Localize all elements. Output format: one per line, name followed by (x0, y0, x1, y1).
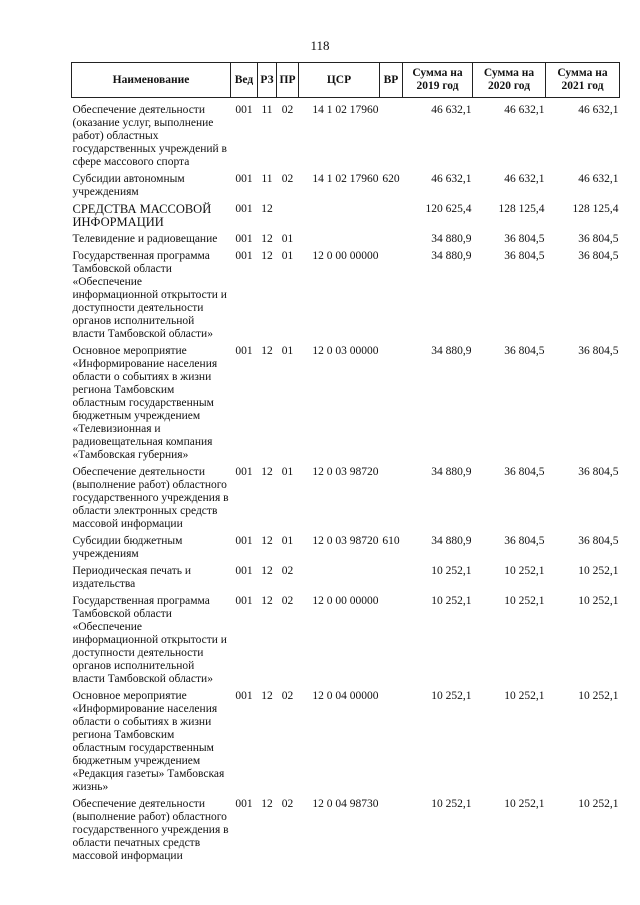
row-pr: 01 (281, 345, 294, 357)
row-pr: 01 (281, 250, 294, 262)
header-pr: ПР (277, 63, 299, 98)
row-csr (299, 233, 380, 250)
row-sum-2019: 10 252,1 (431, 798, 472, 810)
row-sum-2019: 10 252,1 (431, 565, 472, 577)
row-ved: 001 (235, 535, 253, 547)
row-ved: 001 (235, 345, 253, 357)
row-sum-2020: 46 632,1 (504, 173, 545, 185)
row-vr (380, 345, 403, 466)
row-csr: 12 0 03 00000 (312, 345, 379, 357)
row-vr (380, 233, 403, 250)
row-pr: 02 (281, 798, 294, 810)
row-sum-2021: 10 252,1 (578, 565, 619, 577)
row-ved: 001 (235, 203, 253, 215)
row-sum-2020: 36 804,5 (504, 466, 545, 478)
row-csr (299, 565, 380, 595)
row-csr: 14 1 02 17960 (312, 173, 379, 185)
row-sum-2021: 36 804,5 (578, 466, 619, 478)
row-sum-2021: 10 252,1 (578, 690, 619, 702)
header-rz: РЗ (258, 63, 277, 98)
row-ved: 001 (235, 595, 253, 607)
table-row (72, 173, 620, 203)
row-pr: 02 (281, 565, 294, 577)
row-vr: 620 (382, 173, 400, 185)
row-sum-2019: 10 252,1 (431, 595, 472, 607)
row-ved: 001 (235, 466, 253, 478)
row-sum-2021: 36 804,5 (578, 233, 619, 245)
page-number: 118 (310, 38, 330, 53)
row-sum-2019: 34 880,9 (431, 250, 472, 262)
row-ved: 001 (235, 104, 253, 116)
table-row (72, 203, 620, 233)
table-row (72, 595, 620, 690)
row-sum-2020: 36 804,5 (504, 535, 545, 547)
header-vr: ВР (380, 63, 403, 98)
row-pr: 02 (281, 173, 294, 185)
header-csr: ЦСР (299, 63, 380, 98)
row-sum-2019: 46 632,1 (431, 173, 472, 185)
row-rz: 12 (261, 565, 273, 577)
row-ved: 001 (235, 690, 253, 702)
row-sum-2020: 36 804,5 (504, 250, 545, 262)
header-name: Наименование (72, 63, 231, 98)
table-row (72, 466, 620, 535)
row-name: Обеспечение деятельности (выполнение работ) областного государственного учреждения в области печатных средств массовой информации (72, 798, 229, 862)
row-ved: 001 (235, 798, 253, 810)
row-sum-2020: 46 632,1 (504, 104, 545, 116)
row-rz: 12 (261, 535, 273, 547)
row-pr: 01 (281, 233, 294, 245)
row-csr (299, 203, 380, 233)
row-name: Государственная программа Тамбовской области «Обеспечение информационной открытости и доступности деятельности органов исполнительной власти Тамбовской области» (72, 595, 227, 685)
row-sum-2019: 10 252,1 (431, 690, 472, 702)
row-rz: 12 (261, 345, 273, 357)
table-row (72, 233, 620, 250)
table-row (72, 690, 620, 798)
row-rz: 12 (261, 466, 273, 478)
row-name: Субсидии автономным учреждениям (72, 173, 185, 198)
header-sum-2020: Сумма на 2020 год (473, 63, 546, 98)
row-pr (277, 203, 299, 233)
row-ved: 001 (235, 565, 253, 577)
row-name: Основное мероприятие «Информирование населения области о событиях в жизни региона Тамбовским областным государственным бюджетным учреждением «Редакция газеты» Тамбовская жизнь» (72, 690, 225, 793)
row-sum-2020: 10 252,1 (504, 798, 545, 810)
row-csr: 12 0 03 98720 (312, 535, 379, 547)
row-sum-2019: 120 625,4 (425, 203, 472, 215)
row-ved: 001 (235, 250, 253, 262)
row-rz: 12 (261, 250, 273, 262)
row-rz: 12 (261, 690, 273, 702)
row-sum-2020: 36 804,5 (504, 233, 545, 245)
row-vr (380, 690, 403, 798)
row-csr: 14 1 02 17960 (312, 104, 379, 116)
row-sum-2021: 128 125,4 (572, 203, 619, 215)
row-sum-2021: 46 632,1 (578, 104, 619, 116)
header-sum-2019: Сумма на 2019 год (403, 63, 473, 98)
table-header-row (72, 63, 620, 98)
row-sum-2019: 34 880,9 (431, 345, 472, 357)
row-rz: 11 (261, 104, 273, 116)
row-vr: 610 (382, 535, 400, 547)
row-vr (380, 203, 403, 233)
row-rz: 12 (261, 798, 273, 810)
row-vr (380, 98, 403, 174)
table-row (72, 345, 620, 466)
row-name: Периодическая печать и издательства (72, 565, 192, 590)
row-sum-2021: 36 804,5 (578, 535, 619, 547)
row-pr: 02 (281, 595, 294, 607)
row-pr: 01 (281, 535, 294, 547)
row-sum-2021: 36 804,5 (578, 345, 619, 357)
row-sum-2020: 10 252,1 (504, 595, 545, 607)
row-sum-2020: 10 252,1 (504, 565, 545, 577)
row-sum-2020: 10 252,1 (504, 690, 545, 702)
row-sum-2019: 34 880,9 (431, 466, 472, 478)
table-row (72, 565, 620, 595)
row-ved: 001 (235, 233, 253, 245)
row-rz: 11 (261, 173, 273, 185)
row-csr: 12 0 04 00000 (312, 690, 379, 702)
row-name: Субсидии бюджетным учреждениям (72, 535, 183, 560)
row-pr: 02 (281, 690, 294, 702)
row-vr (380, 565, 403, 595)
row-csr: 12 0 04 98730 (312, 798, 379, 810)
row-vr (380, 250, 403, 345)
row-name: СРЕДСТВА МАССОВОЙ ИНФОРМАЦИИ (72, 202, 212, 229)
row-csr: 12 0 00 00000 (312, 595, 379, 607)
row-pr: 02 (281, 104, 294, 116)
table-row (72, 535, 620, 565)
row-sum-2021: 46 632,1 (578, 173, 619, 185)
row-rz: 12 (261, 233, 273, 245)
row-pr: 01 (281, 466, 294, 478)
row-sum-2019: 34 880,9 (431, 535, 472, 547)
row-sum-2021: 36 804,5 (578, 250, 619, 262)
row-csr: 12 0 03 98720 (312, 466, 379, 478)
row-name: Обеспечение деятельности (оказание услуг, выполнение работ) областных государственных учреждений в сфере массового спорта (72, 104, 227, 168)
header-ved: Вед (231, 63, 258, 98)
row-csr: 12 0 00 00000 (312, 250, 379, 262)
row-name: Обеспечение деятельности (выполнение работ) областного государственного учреждения в области электронных средств массовой информации (72, 466, 229, 530)
row-name: Государственная программа Тамбовской области «Обеспечение информационной открытости и доступности деятельности органов исполнительной власти Тамбовской области» (72, 250, 227, 340)
row-sum-2020: 128 125,4 (498, 203, 545, 215)
header-sum-2021: Сумма на 2021 год (546, 63, 620, 98)
row-sum-2019: 34 880,9 (431, 233, 472, 245)
row-sum-2021: 10 252,1 (578, 595, 619, 607)
row-rz: 12 (261, 595, 273, 607)
row-name: Телевидение и радиовещание (72, 233, 218, 245)
row-ved: 001 (235, 173, 253, 185)
row-name: Основное мероприятие «Информирование населения области о событиях в жизни региона Тамбовским областным государственным бюджетным учреждением «Телевизионная и радиовещательная компания «Тамбовская губерния» (72, 345, 218, 461)
row-vr (380, 595, 403, 690)
row-vr (380, 466, 403, 535)
row-rz: 12 (261, 203, 273, 215)
row-vr (380, 798, 403, 867)
table-row (72, 798, 620, 867)
budget-table (71, 62, 620, 867)
row-sum-2019: 46 632,1 (431, 104, 472, 116)
row-sum-2020: 36 804,5 (504, 345, 545, 357)
table-row (72, 98, 620, 174)
row-sum-2021: 10 252,1 (578, 798, 619, 810)
table-row (72, 250, 620, 345)
